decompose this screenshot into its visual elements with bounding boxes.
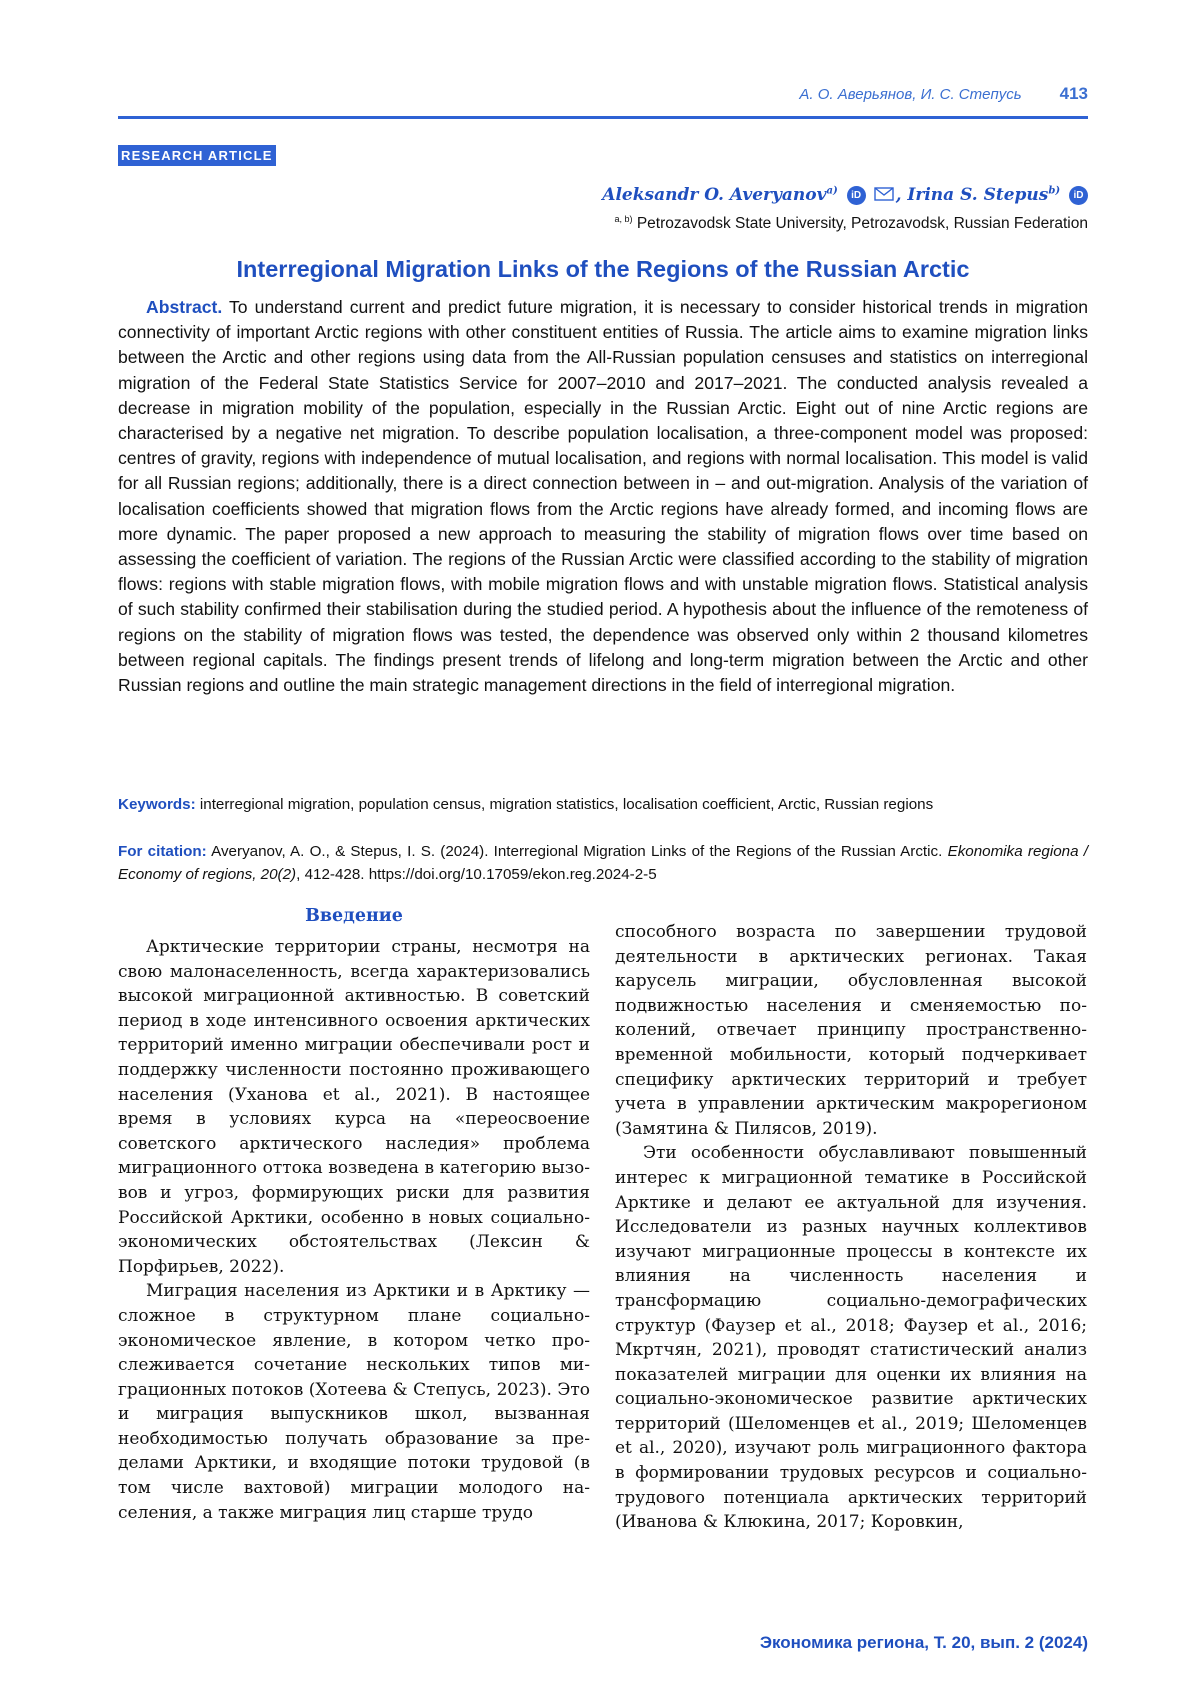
running-head [118, 84, 1088, 114]
abstract-label: Abstract. [146, 297, 223, 317]
section-title: Введение [305, 906, 403, 926]
author-name[interactable]: Irina S. Stepus [907, 185, 1049, 205]
citation-doi[interactable]: , 412-428. https://doi.org/10.17059/ekon.reg.2024-2-5 [296, 866, 657, 883]
abstract-text: To understand current and predict future migration, it is necessary to consider historical trends in migration connectivity of important Arctic regions with other constituent entities of Russia. The article aims to examine migration links between the Arctic and other regions using data from the All-Russian population censuses and statistics on interregional migration of the Federal State Statistics Service for 2007–2010 and 2017–2021. The conducted analysis revealed a decrease in migration mobility of the population, especially in the Russian Arctic. Eight out of nine Arctic regions are characterised by a negative net migration. To describe population localisation, a three-component model was proposed: centres of gravity, regions with independence of mutual localisation, and regions with normal localisation. This model is valid for all Russian regions; additionally, there is a direct connection between in – and out-migration. Analysis of the variation of localisation coefficients showed that migration flows from the Arctic regions have already formed, and incoming flows are more dynamic. The paper proposed a new approach to measuring the stability of migration flows over time based on assessing the coefficient of variation. The regions of the Russian Arctic were classified according to the stability of migration flows: regions with stable migration flows, with mobile migration flows and with unstable migration flows. Statistical analysis of such stability confirmed their stabilisation during the studied period. A hypothesis about the influence of the remoteness of regions on the stability of migration flows was tested, the dependence was observed only within 2 thousand kilometres between regional capitals. The findings present trends of lifelong and long-term migration between the Arctic and other Russian regions and outline the main strategic management directions in the field of interregional migration. [118, 297, 1088, 696]
body-paragraph: Миграция населения из Арктики и в Арктику — сложное в структурном плане социально-экономическое явление, в котором четко прослеживается сочетание нескольких типов миграционных потоков (Хотеева & Степусь, 2023). Это и миграция выпускников школ, вызванная необходимостью получать образование за пределами Арктики, и входящие потоки трудовой (в том числе вахтовой) миграции молодого населения, а также миграция лиц старше трудо [118, 1281, 590, 1523]
author-line [602, 185, 1088, 205]
article-type-label: RESEARCH ARTICLE [118, 145, 276, 166]
author-affiliation-mark: a) [826, 185, 838, 197]
citation-text: Averyanov, A. O., & Stepus, I. S. (2024). Interregional Migration Links of the Regions of the Russian Arctic. [211, 843, 943, 860]
running-head-authors: А. О. Аверьянов, И. С. Степусь [799, 86, 1022, 103]
abstract [118, 295, 1088, 698]
orcid-icon[interactable]: iD [1069, 186, 1088, 205]
journal-footer: Экономика региона, Т. 20, вып. 2 (2024) [759, 1633, 1088, 1652]
body-paragraph: Эти особенности обуславливают повышенный интерес к миграционной тематике в Российской Арктике и делают ее актуальной для изучения. Исследователи из разных научных коллективов изучают миграционные процессы в контексте их влияния на численность населения и трансформацию социально-демографических структур (Фаузер et al., 2018; Фаузер et al., 2016; Мкртчян, 2021), проводят статистический анализ показателей миграции для оценки их влияния на социально-экономическое развитие арктических территорий (Шеломенцев et al., 2019; Шеломенцев et al., 2020), изучают роль миграционного фактора в формировании трудовых ресурсов и социально-трудового потенциала арктических территорий (Иванова & Клюкина, 2017; Коровкин, [615, 1143, 1087, 1533]
keywords-text: interregional migration, population census, migration statistics, localisation coefficient, Arctic, Russian regions [199, 796, 934, 813]
author-separator: , [895, 185, 902, 205]
affiliation [615, 214, 1088, 233]
body-paragraph: способного возраста по завершении трудовой деятельности в арктических регионах. Такая карусель миграции, обусловленная высокой подвижностью населения и сменяемостью поколений, отвечает принципу пространственно-временной мобильности, который подчеркивает специфику арктических территорий и требует учета в управлении арктическим макрорегионом (Замятина & Пилясов, 2019). [615, 922, 1087, 1139]
citation-journal: Ekonomika regiona / Economy of regions, 20(2) [118, 843, 1088, 883]
citation [118, 840, 1088, 886]
body-paragraph: Арктические территории страны, несмотря на свою малонаселенность, всегда характеризовались высокой миграционной активностью. В советский период в ходе интенсивного освоения арктических территорий именно миграции обеспечивали рост и поддержку численности постоянно проживающего населения (Уханова et al., 2021). В настоящее время в условиях курса на «переосвоение советского арктического наследия» проблема миграционного оттока возведена в категорию вызовов и угроз, формирующих риски для развития Российской Арктики, особенно в новых социально-экономических обстоятельствах (Лексин & Порфирьев, 2022). [118, 937, 590, 1277]
header-rule [118, 116, 1088, 119]
author-name[interactable]: Aleksandr O. Averyanov [602, 185, 827, 205]
author-affiliation-mark: b) [1048, 185, 1061, 197]
affiliation-text: Petrozavodsk State University, Petrozavodsk, Russian Federation [636, 215, 1088, 233]
page-number: 413 [1059, 84, 1088, 103]
citation-label: For citation: [118, 843, 207, 860]
envelope-icon[interactable] [874, 187, 894, 201]
body-column-left [118, 905, 590, 1525]
orcid-icon[interactable]: iD [847, 186, 866, 205]
body-column-right [615, 920, 1087, 1535]
article-title: Interregional Migration Links of the Regions of the Russian Arctic [236, 256, 970, 282]
keywords [118, 796, 1088, 813]
affiliation-mark: a, b) [614, 214, 633, 224]
keywords-label: Keywords: [118, 796, 196, 813]
